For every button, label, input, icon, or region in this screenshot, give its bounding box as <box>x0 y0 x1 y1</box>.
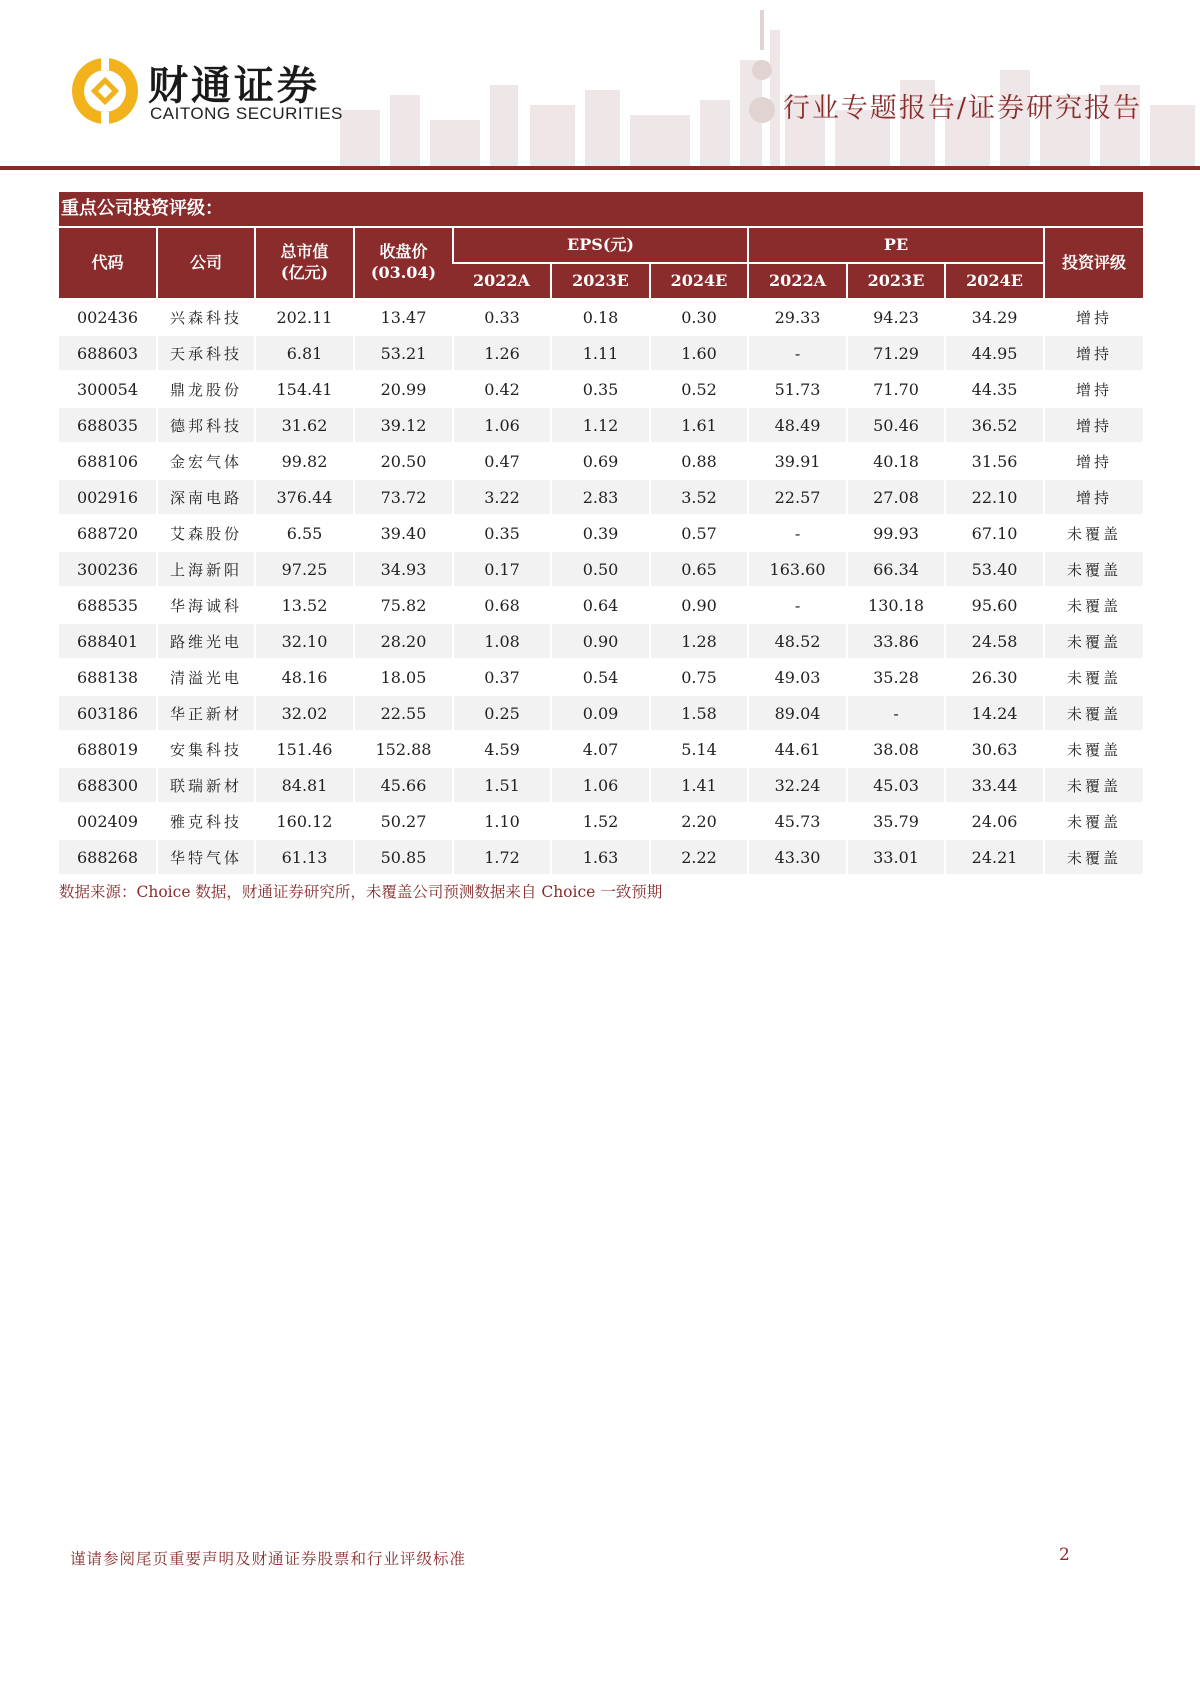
table-header-row <box>59 227 1143 263</box>
cell-pe-2022a: - <box>748 515 847 551</box>
cell-pe-2023e: 33.86 <box>847 623 945 659</box>
cell-code: 688535 <box>59 587 157 623</box>
col-header-pe-2023e: 2023E <box>847 263 945 299</box>
col-header-close-label: 收盘价 <box>379 242 428 262</box>
cell-code: 688138 <box>59 659 157 695</box>
cell-pe-2023e: 35.28 <box>847 659 945 695</box>
company-rating-table <box>59 226 1143 874</box>
cell-mktcap: 376.44 <box>255 479 354 515</box>
cell-close: 50.85 <box>354 839 453 874</box>
cell-eps-2024e: 0.88 <box>650 443 748 479</box>
cell-rating: 增持 <box>1044 443 1143 479</box>
cell-company: 清溢光电 <box>157 659 255 695</box>
cell-pe-2024e: 14.24 <box>945 695 1044 731</box>
cell-code: 688035 <box>59 407 157 443</box>
table-row <box>59 587 1143 623</box>
cell-rating: 未覆盖 <box>1044 803 1143 839</box>
cell-pe-2024e: 31.56 <box>945 443 1044 479</box>
cell-pe-2023e: 40.18 <box>847 443 945 479</box>
cell-pe-2022a: 49.03 <box>748 659 847 695</box>
cell-company: 深南电路 <box>157 479 255 515</box>
cell-mktcap: 48.16 <box>255 659 354 695</box>
cell-mktcap: 32.02 <box>255 695 354 731</box>
cell-company: 上海新阳 <box>157 551 255 587</box>
cell-mktcap: 154.41 <box>255 371 354 407</box>
cell-pe-2023e: 71.29 <box>847 335 945 371</box>
cell-pe-2024e: 34.29 <box>945 299 1044 335</box>
cell-mktcap: 32.10 <box>255 623 354 659</box>
cell-code: 688603 <box>59 335 157 371</box>
cell-eps-2023e: 0.39 <box>551 515 650 551</box>
cell-code: 688106 <box>59 443 157 479</box>
cell-code: 688300 <box>59 767 157 803</box>
cell-eps-2023e: 4.07 <box>551 731 650 767</box>
col-header-company: 公司 <box>157 227 255 299</box>
footer-disclaimer: 谨请参阅尾页重要声明及财通证券股票和行业评级标准 <box>70 1550 467 1568</box>
cell-eps-2022a: 4.59 <box>453 731 551 767</box>
cell-mktcap: 99.82 <box>255 443 354 479</box>
cell-mktcap: 160.12 <box>255 803 354 839</box>
cell-pe-2024e: 30.63 <box>945 731 1044 767</box>
cell-pe-2023e: 45.03 <box>847 767 945 803</box>
cell-rating: 未覆盖 <box>1044 587 1143 623</box>
cell-pe-2022a: 32.24 <box>748 767 847 803</box>
cell-mktcap: 97.25 <box>255 551 354 587</box>
document-type-label: 行业专题报告/证券研究报告 <box>782 93 1142 124</box>
cell-pe-2024e: 53.40 <box>945 551 1044 587</box>
table-row <box>59 767 1143 803</box>
cell-close: 18.05 <box>354 659 453 695</box>
col-group-pe: PE <box>748 227 1044 263</box>
cell-rating: 增持 <box>1044 407 1143 443</box>
table-row <box>59 551 1143 587</box>
brand-name-cn: 财通证券 <box>148 63 320 109</box>
cell-rating: 未覆盖 <box>1044 623 1143 659</box>
cell-pe-2022a: 29.33 <box>748 299 847 335</box>
cell-pe-2024e: 33.44 <box>945 767 1044 803</box>
cell-eps-2023e: 0.18 <box>551 299 650 335</box>
cell-company: 华特气体 <box>157 839 255 874</box>
table-row <box>59 371 1143 407</box>
cell-code: 300054 <box>59 371 157 407</box>
col-header-mktcap <box>255 227 354 299</box>
cell-eps-2023e: 1.11 <box>551 335 650 371</box>
cell-close: 73.72 <box>354 479 453 515</box>
cell-close: 45.66 <box>354 767 453 803</box>
cell-eps-2022a: 1.26 <box>453 335 551 371</box>
cell-eps-2024e: 0.90 <box>650 587 748 623</box>
cell-eps-2024e: 2.20 <box>650 803 748 839</box>
cell-code: 002436 <box>59 299 157 335</box>
cell-rating: 未覆盖 <box>1044 767 1143 803</box>
cell-eps-2023e: 0.09 <box>551 695 650 731</box>
cell-close: 152.88 <box>354 731 453 767</box>
col-header-close-date: (03.04) <box>370 263 437 282</box>
col-header-close <box>354 227 453 299</box>
cell-eps-2023e: 0.54 <box>551 659 650 695</box>
cell-rating: 增持 <box>1044 299 1143 335</box>
cell-mktcap: 6.55 <box>255 515 354 551</box>
table-row <box>59 443 1143 479</box>
cell-eps-2024e: 0.65 <box>650 551 748 587</box>
cell-eps-2023e: 0.50 <box>551 551 650 587</box>
cell-eps-2022a: 0.37 <box>453 659 551 695</box>
cell-mktcap: 202.11 <box>255 299 354 335</box>
cell-pe-2024e: 44.95 <box>945 335 1044 371</box>
col-header-eps-2024e: 2024E <box>650 263 748 299</box>
cell-eps-2022a: 1.06 <box>453 407 551 443</box>
table-row <box>59 407 1143 443</box>
data-source-note: 数据来源：Choice 数据，财通证券研究所，未覆盖公司预测数据来自 Choice 一致预期 <box>59 883 663 901</box>
cell-pe-2024e: 24.06 <box>945 803 1044 839</box>
col-header-mktcap-unit: (亿元) <box>280 263 329 282</box>
cell-eps-2022a: 0.47 <box>453 443 551 479</box>
cell-mktcap: 13.52 <box>255 587 354 623</box>
cell-company: 华海诚科 <box>157 587 255 623</box>
cell-pe-2024e: 26.30 <box>945 659 1044 695</box>
caitong-logo <box>68 52 358 132</box>
cell-eps-2023e: 0.35 <box>551 371 650 407</box>
cell-pe-2022a: 48.52 <box>748 623 847 659</box>
cell-rating: 未覆盖 <box>1044 731 1143 767</box>
city-skyline-graphic <box>330 0 1200 168</box>
cell-company: 雅克科技 <box>157 803 255 839</box>
cell-pe-2023e: 33.01 <box>847 839 945 874</box>
col-header-pe-2024e: 2024E <box>945 263 1044 299</box>
cell-rating: 增持 <box>1044 479 1143 515</box>
cell-close: 75.82 <box>354 587 453 623</box>
cell-company: 路维光电 <box>157 623 255 659</box>
cell-code: 300236 <box>59 551 157 587</box>
cell-eps-2023e: 0.69 <box>551 443 650 479</box>
cell-eps-2022a: 0.17 <box>453 551 551 587</box>
cell-eps-2024e: 3.52 <box>650 479 748 515</box>
cell-company: 华正新材 <box>157 695 255 731</box>
cell-eps-2022a: 3.22 <box>453 479 551 515</box>
cell-close: 50.27 <box>354 803 453 839</box>
cell-pe-2023e: 130.18 <box>847 587 945 623</box>
cell-close: 34.93 <box>354 551 453 587</box>
cell-eps-2022a: 0.25 <box>453 695 551 731</box>
cell-pe-2024e: 67.10 <box>945 515 1044 551</box>
cell-pe-2022a: 48.49 <box>748 407 847 443</box>
cell-eps-2024e: 1.28 <box>650 623 748 659</box>
cell-eps-2023e: 1.52 <box>551 803 650 839</box>
cell-eps-2024e: 1.60 <box>650 335 748 371</box>
cell-pe-2024e: 95.60 <box>945 587 1044 623</box>
cell-pe-2023e: 71.70 <box>847 371 945 407</box>
cell-eps-2022a: 1.51 <box>453 767 551 803</box>
cell-code: 688268 <box>59 839 157 874</box>
cell-pe-2022a: 51.73 <box>748 371 847 407</box>
col-header-mktcap-label: 总市值 <box>280 242 329 262</box>
cell-eps-2024e: 2.22 <box>650 839 748 874</box>
cell-close: 53.21 <box>354 335 453 371</box>
cell-rating: 未覆盖 <box>1044 659 1143 695</box>
cell-eps-2023e: 1.12 <box>551 407 650 443</box>
cell-close: 39.12 <box>354 407 453 443</box>
table-title: 重点公司投资评级： <box>59 192 1143 226</box>
cell-company: 艾森股份 <box>157 515 255 551</box>
cell-pe-2022a: 22.57 <box>748 479 847 515</box>
cell-company: 鼎龙股份 <box>157 371 255 407</box>
cell-eps-2022a: 1.10 <box>453 803 551 839</box>
cell-eps-2024e: 1.41 <box>650 767 748 803</box>
cell-eps-2022a: 0.68 <box>453 587 551 623</box>
cell-pe-2024e: 24.21 <box>945 839 1044 874</box>
cell-code: 603186 <box>59 695 157 731</box>
cell-company: 金宏气体 <box>157 443 255 479</box>
cell-pe-2024e: 22.10 <box>945 479 1044 515</box>
cell-eps-2024e: 5.14 <box>650 731 748 767</box>
cell-eps-2024e: 0.30 <box>650 299 748 335</box>
cell-close: 39.40 <box>354 515 453 551</box>
cell-pe-2022a: - <box>748 587 847 623</box>
cell-rating: 未覆盖 <box>1044 839 1143 874</box>
cell-code: 002916 <box>59 479 157 515</box>
cell-mktcap: 6.81 <box>255 335 354 371</box>
col-header-eps-2022a: 2022A <box>453 263 551 299</box>
cell-company: 德邦科技 <box>157 407 255 443</box>
table-row <box>59 299 1143 335</box>
cell-company: 天承科技 <box>157 335 255 371</box>
table-row <box>59 623 1143 659</box>
cell-pe-2024e: 44.35 <box>945 371 1044 407</box>
cell-pe-2023e: 50.46 <box>847 407 945 443</box>
cell-eps-2023e: 0.90 <box>551 623 650 659</box>
cell-pe-2022a: 39.91 <box>748 443 847 479</box>
cell-pe-2022a: 163.60 <box>748 551 847 587</box>
cell-eps-2024e: 0.52 <box>650 371 748 407</box>
cell-eps-2022a: 0.35 <box>453 515 551 551</box>
table-row <box>59 695 1143 731</box>
table-row <box>59 803 1143 839</box>
cell-pe-2023e: 38.08 <box>847 731 945 767</box>
cell-eps-2024e: 0.57 <box>650 515 748 551</box>
cell-pe-2023e: - <box>847 695 945 731</box>
cell-rating: 增持 <box>1044 335 1143 371</box>
caitong-logo-mark-icon <box>68 54 142 128</box>
cell-code: 002409 <box>59 803 157 839</box>
cell-eps-2023e: 1.06 <box>551 767 650 803</box>
col-group-eps: EPS(元) <box>453 227 748 263</box>
company-rating-table-section <box>59 192 1143 874</box>
page-header <box>0 0 1200 172</box>
cell-pe-2024e: 24.58 <box>945 623 1044 659</box>
cell-close: 20.50 <box>354 443 453 479</box>
cell-pe-2022a: - <box>748 335 847 371</box>
cell-pe-2023e: 27.08 <box>847 479 945 515</box>
cell-pe-2023e: 35.79 <box>847 803 945 839</box>
col-header-code: 代码 <box>59 227 157 299</box>
cell-eps-2023e: 0.64 <box>551 587 650 623</box>
cell-eps-2023e: 2.83 <box>551 479 650 515</box>
table-row <box>59 839 1143 874</box>
cell-rating: 未覆盖 <box>1044 695 1143 731</box>
table-body <box>59 299 1143 874</box>
cell-pe-2023e: 66.34 <box>847 551 945 587</box>
col-header-eps-2023e: 2023E <box>551 263 650 299</box>
cell-close: 20.99 <box>354 371 453 407</box>
cell-company: 安集科技 <box>157 731 255 767</box>
cell-mktcap: 61.13 <box>255 839 354 874</box>
cell-mktcap: 31.62 <box>255 407 354 443</box>
cell-pe-2022a: 45.73 <box>748 803 847 839</box>
cell-pe-2023e: 94.23 <box>847 299 945 335</box>
cell-rating: 未覆盖 <box>1044 515 1143 551</box>
cell-pe-2024e: 36.52 <box>945 407 1044 443</box>
cell-eps-2022a: 1.72 <box>453 839 551 874</box>
cell-company: 联瑞新材 <box>157 767 255 803</box>
cell-close: 28.20 <box>354 623 453 659</box>
cell-pe-2022a: 89.04 <box>748 695 847 731</box>
cell-rating: 增持 <box>1044 371 1143 407</box>
table-row <box>59 659 1143 695</box>
brand-name-en: CAITONG SECURITIES <box>150 104 343 123</box>
cell-eps-2023e: 1.63 <box>551 839 650 874</box>
table-row <box>59 515 1143 551</box>
cell-code: 688720 <box>59 515 157 551</box>
cell-eps-2024e: 1.61 <box>650 407 748 443</box>
cell-code: 688401 <box>59 623 157 659</box>
cell-pe-2022a: 43.30 <box>748 839 847 874</box>
col-header-rating: 投资评级 <box>1044 227 1143 299</box>
col-header-pe-2022a: 2022A <box>748 263 847 299</box>
cell-mktcap: 84.81 <box>255 767 354 803</box>
table-row <box>59 335 1143 371</box>
cell-eps-2024e: 1.58 <box>650 695 748 731</box>
cell-pe-2023e: 99.93 <box>847 515 945 551</box>
cell-close: 22.55 <box>354 695 453 731</box>
cell-mktcap: 151.46 <box>255 731 354 767</box>
cell-eps-2022a: 1.08 <box>453 623 551 659</box>
header-divider <box>0 166 1200 170</box>
cell-company: 兴森科技 <box>157 299 255 335</box>
cell-close: 13.47 <box>354 299 453 335</box>
cell-pe-2022a: 44.61 <box>748 731 847 767</box>
page-number: 2 <box>1059 1545 1070 1565</box>
cell-rating: 未覆盖 <box>1044 551 1143 587</box>
cell-code: 688019 <box>59 731 157 767</box>
table-row <box>59 479 1143 515</box>
cell-eps-2022a: 0.42 <box>453 371 551 407</box>
cell-eps-2022a: 0.33 <box>453 299 551 335</box>
table-row <box>59 731 1143 767</box>
cell-eps-2024e: 0.75 <box>650 659 748 695</box>
